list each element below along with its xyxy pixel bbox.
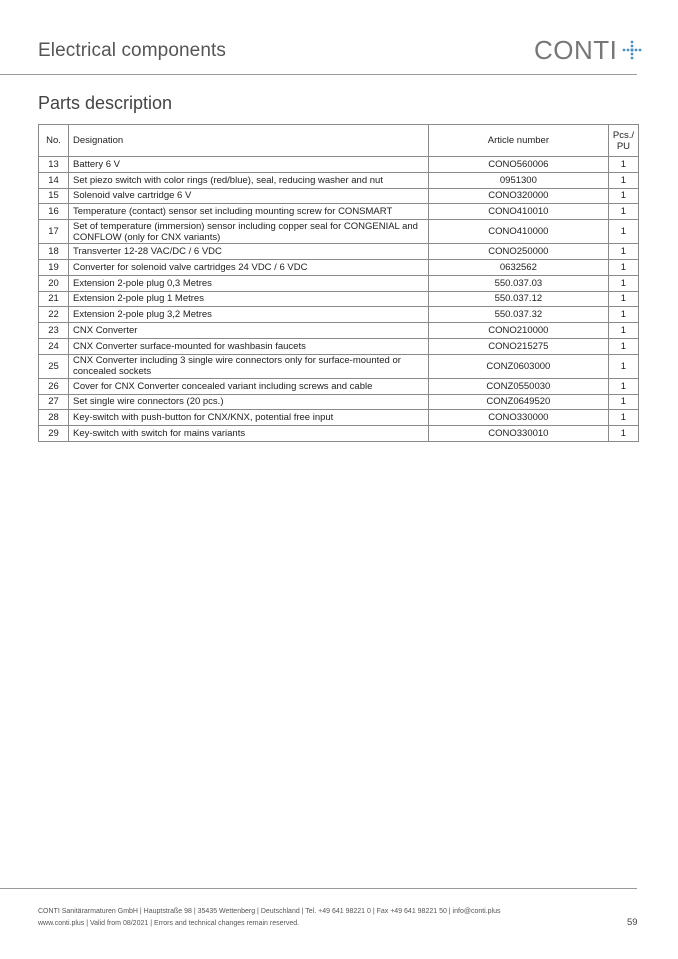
footer-divider (0, 888, 637, 889)
table-row (39, 307, 639, 323)
cell-pcs: 1 (608, 323, 638, 339)
cell-article-number: 550.037.03 (428, 275, 608, 291)
column-header-pcs-pu (608, 125, 638, 157)
cell-article-number: CONO250000 (428, 244, 608, 260)
table-row (39, 378, 639, 394)
cell-designation: Extension 2-pole plug 0,3 Metres (69, 275, 429, 291)
cell-designation: Cover for CNX Converter concealed variant including screws and cable (69, 378, 429, 394)
parts-table (38, 124, 639, 442)
cell-no: 18 (39, 244, 69, 260)
cell-designation: CNX Converter surface-mounted for washbasin faucets (69, 338, 429, 354)
table-row (39, 275, 639, 291)
page-header-title: Electrical components (38, 40, 226, 61)
cell-pcs: 1 (608, 354, 638, 378)
cell-no: 25 (39, 354, 69, 378)
cell-pcs: 1 (608, 172, 638, 188)
cell-article-number: CONO330010 (428, 426, 608, 442)
cell-designation: Transverter 12-28 VAC/DC / 6 VDC (69, 244, 429, 260)
section-title: Parts description (38, 93, 173, 113)
table-row (39, 244, 639, 260)
cell-article-number: 550.037.12 (428, 291, 608, 307)
cell-article-number: CONO410000 (428, 220, 608, 244)
cell-no: 16 (39, 204, 69, 220)
cell-no: 17 (39, 220, 69, 244)
cell-designation: Temperature (contact) sensor set including mounting screw for CONSMART (69, 204, 429, 220)
table-row (39, 204, 639, 220)
cell-no: 29 (39, 426, 69, 442)
cell-article-number: CONO210000 (428, 323, 608, 339)
cell-article-number: 0632562 (428, 259, 608, 275)
cell-designation: Key-switch with push-button for CNX/KNX, potential free input (69, 410, 429, 426)
cell-article-number: CONZ0649520 (428, 394, 608, 410)
cell-designation: CNX Converter including 3 single wire connectors only for surface-mounted or concealed sockets (69, 354, 429, 378)
cell-pcs: 1 (608, 220, 638, 244)
table-row (39, 220, 639, 244)
cell-article-number: CONO215275 (428, 338, 608, 354)
cell-article-number: CONZ0603000 (428, 354, 608, 378)
cell-article-number: CONO560006 (428, 157, 608, 173)
cell-designation: CNX Converter (69, 323, 429, 339)
cell-article-number: 550.037.32 (428, 307, 608, 323)
cell-no: 19 (39, 259, 69, 275)
cell-no: 28 (39, 410, 69, 426)
cell-pcs: 1 (608, 307, 638, 323)
cell-article-number: CONO320000 (428, 188, 608, 204)
column-header-article-number: Article number (428, 125, 608, 157)
cell-pcs: 1 (608, 291, 638, 307)
header-divider (0, 74, 637, 75)
table-row (39, 426, 639, 442)
column-header-designation: Designation (69, 125, 429, 157)
cell-designation: Key-switch with switch for mains variants (69, 426, 429, 442)
cell-pcs: 1 (608, 338, 638, 354)
cell-article-number: CONO330000 (428, 410, 608, 426)
footer-validity-note: www.conti.plus | Valid from 08/2021 | Errors and technical changes remain reserved. (38, 920, 300, 927)
cell-designation: Extension 2-pole plug 3,2 Metres (69, 307, 429, 323)
table-row (39, 354, 639, 378)
table-row (39, 188, 639, 204)
cell-no: 13 (39, 157, 69, 173)
table-row (39, 410, 639, 426)
cell-no: 14 (39, 172, 69, 188)
cell-pcs: 1 (608, 394, 638, 410)
table-row (39, 394, 639, 410)
table-body (39, 157, 639, 442)
cell-designation: Set of temperature (immersion) sensor including copper seal for CONGENIAL and CONFLOW (only for CNX variants) (69, 220, 429, 244)
cell-designation: Converter for solenoid valve cartridges 24 VDC / 6 VDC (69, 259, 429, 275)
cell-pcs: 1 (608, 410, 638, 426)
table-row (39, 157, 639, 173)
cell-article-number: CONO410010 (428, 204, 608, 220)
table-row (39, 323, 639, 339)
conti-logo (534, 35, 643, 65)
table-header-row (39, 125, 639, 157)
pcs-header-line2: PU (616, 140, 631, 152)
cell-designation: Battery 6 V (69, 157, 429, 173)
column-header-no: No. (39, 125, 69, 157)
cell-pcs: 1 (608, 378, 638, 394)
cell-no: 15 (39, 188, 69, 204)
cell-pcs: 1 (608, 426, 638, 442)
cell-pcs: 1 (608, 259, 638, 275)
table-row (39, 172, 639, 188)
logo-text: CONTI (534, 34, 618, 65)
cell-no: 21 (39, 291, 69, 307)
cell-designation: Solenoid valve cartridge 6 V (69, 188, 429, 204)
table-row (39, 338, 639, 354)
pcs-header-line1: Pcs./ (612, 129, 634, 141)
cell-no: 20 (39, 275, 69, 291)
cell-pcs: 1 (608, 188, 638, 204)
footer-company-info: CONTI Sanitärarmaturen GmbH | Hauptstraße 98 | 35435 Wettenberg | Deutschland | Tel. +49 641 98221 0 | Fax +49 641 98221 50 | info@conti.plus (38, 908, 501, 915)
cell-article-number: 0951300 (428, 172, 608, 188)
cell-pcs: 1 (608, 204, 638, 220)
cell-no: 27 (39, 394, 69, 410)
cell-no: 23 (39, 323, 69, 339)
cell-no: 26 (39, 378, 69, 394)
cell-designation: Extension 2-pole plug 1 Metres (69, 291, 429, 307)
cell-designation: Set piezo switch with color rings (red/blue), seal, reducing washer and nut (69, 172, 429, 188)
table-row (39, 291, 639, 307)
cell-no: 22 (39, 307, 69, 323)
conti-plus-icon (621, 39, 643, 61)
table-row (39, 259, 639, 275)
cell-pcs: 1 (608, 275, 638, 291)
cell-pcs: 1 (608, 157, 638, 173)
cell-designation: Set single wire connectors (20 pcs.) (69, 394, 429, 410)
cell-no: 24 (39, 338, 69, 354)
cell-pcs: 1 (608, 244, 638, 260)
page-number: 59 (627, 917, 638, 928)
cell-article-number: CONZ0550030 (428, 378, 608, 394)
